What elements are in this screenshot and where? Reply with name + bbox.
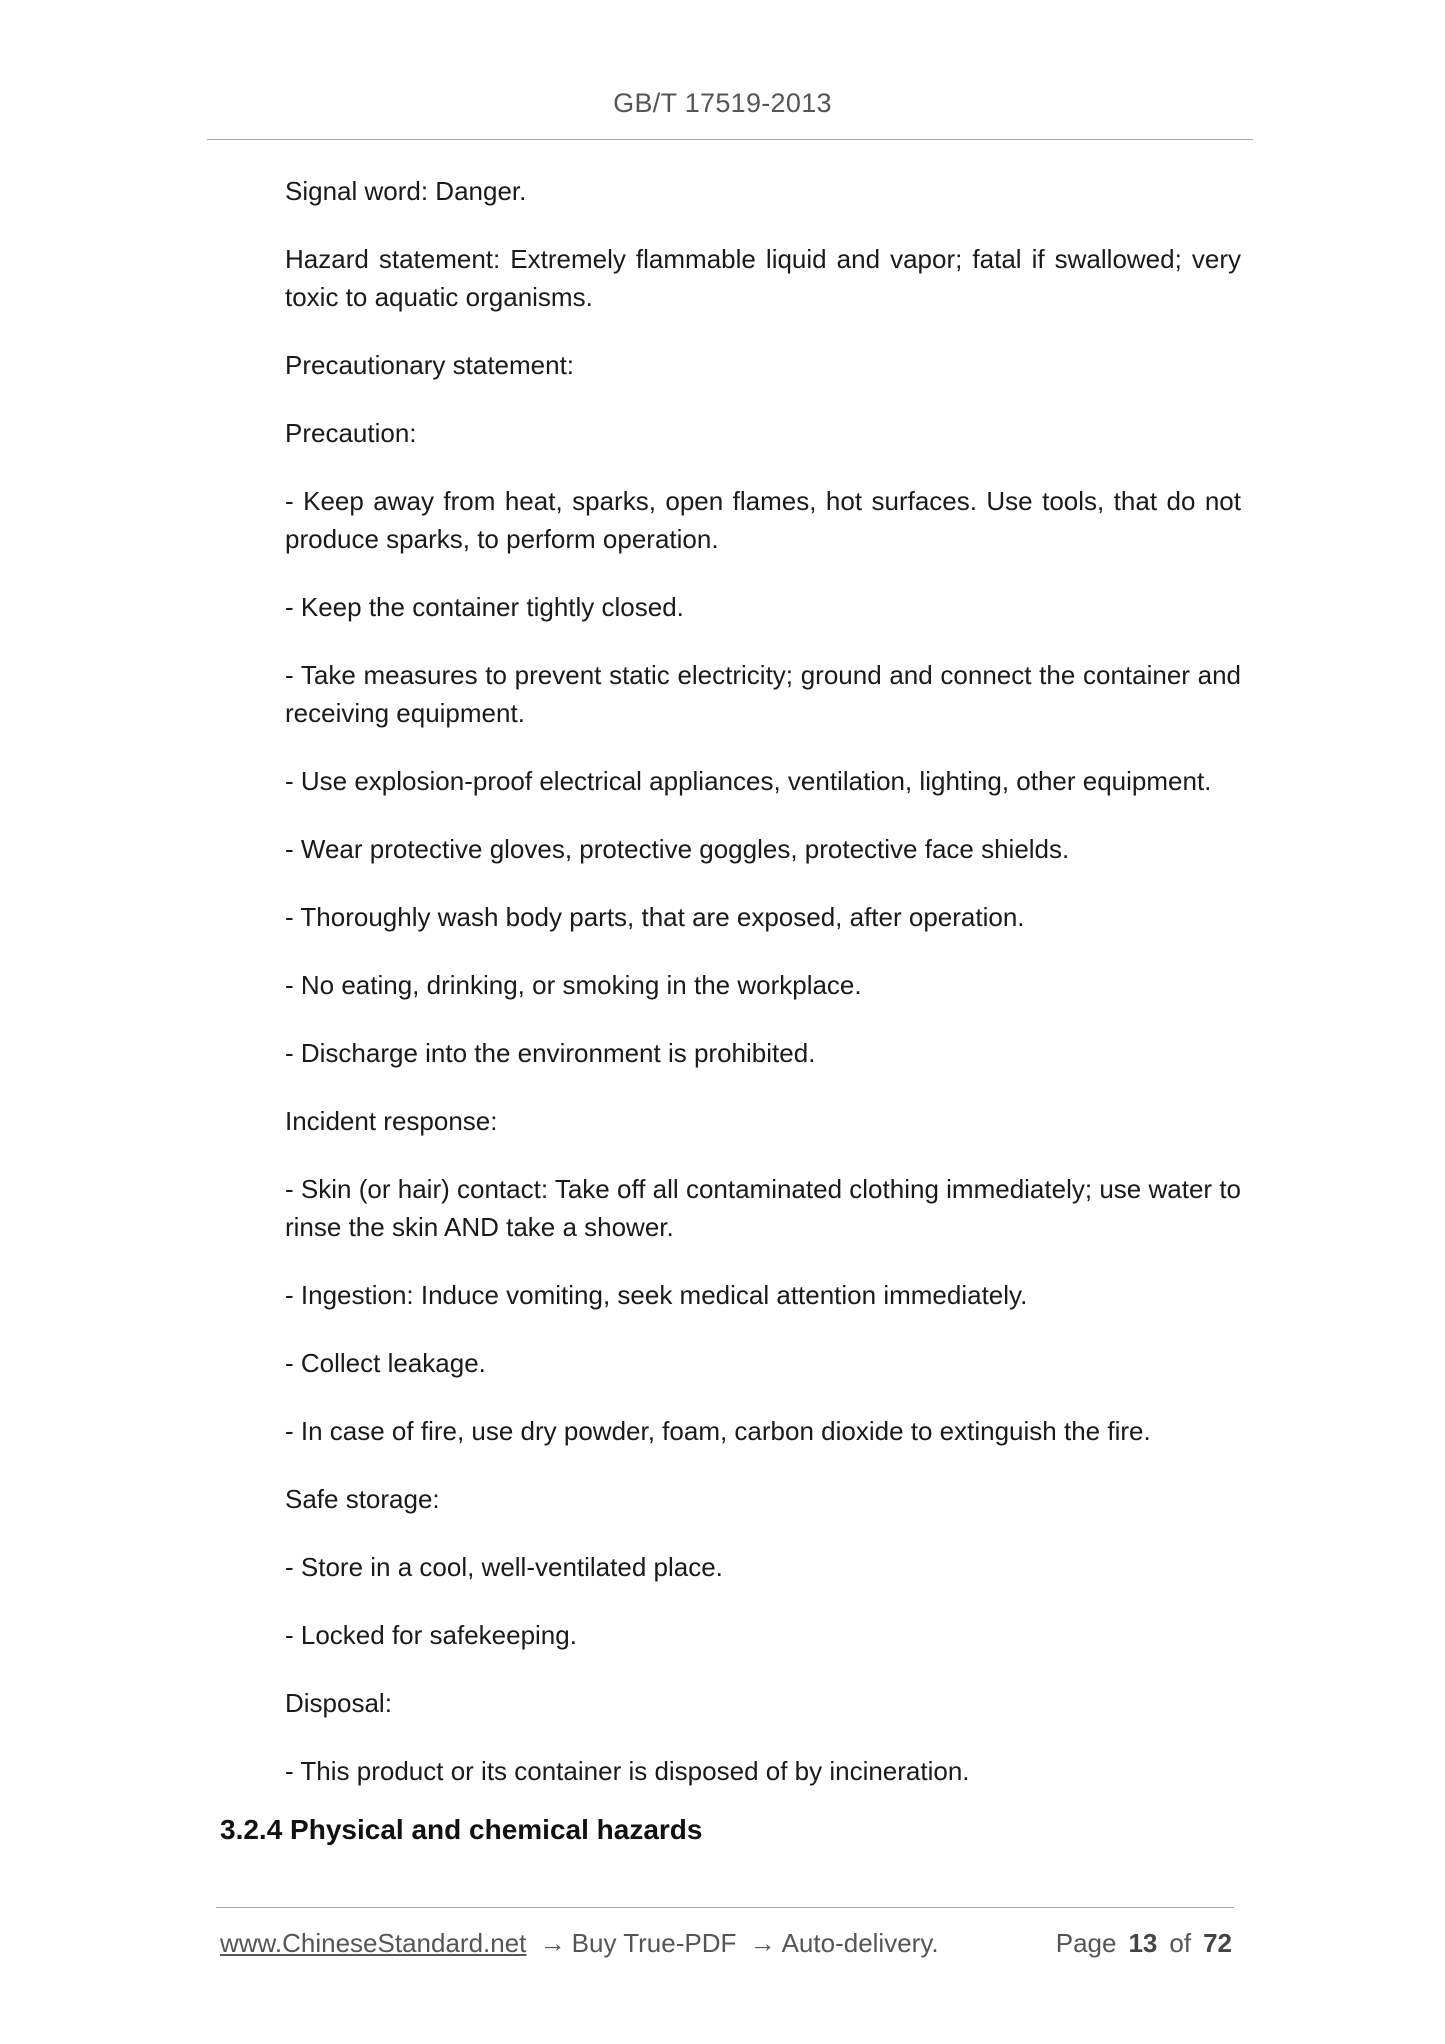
page-footer xyxy=(220,1928,1232,1968)
arrow-right-icon: → xyxy=(539,1928,566,1958)
list-item: - Discharge into the environment is prohibited. xyxy=(285,1038,816,1068)
buy-true-pdf-text: Buy True-PDF xyxy=(571,1928,737,1958)
page-label: Page xyxy=(1055,1928,1117,1958)
section-heading: 3.2.4 Physical and chemical hazards xyxy=(220,1814,703,1845)
page-indicator xyxy=(1056,1928,1232,1959)
list-item: - Store in a cool, well-ventilated place. xyxy=(285,1552,723,1582)
page-total: 72 xyxy=(1203,1928,1232,1958)
list-item: - Skin (or hair) contact: Take off all contaminated clothing immediately; use water to rinse the skin AND take a shower. xyxy=(285,1174,1241,1242)
paragraph-hazard-statement: Hazard statement: Extremely flammable liquid and vapor; fatal if swallowed; very toxic to aquatic organisms. xyxy=(285,244,1241,312)
list-item: - Use explosion-proof electrical appliances, ventilation, lighting, other equipment. xyxy=(285,766,1212,796)
paragraph-signal-word: Signal word: Danger. xyxy=(285,176,527,206)
list-item: - In case of fire, use dry powder, foam, carbon dioxide to extinguish the fire. xyxy=(285,1416,1151,1446)
list-item: - Locked for safekeeping. xyxy=(285,1620,577,1650)
header-divider xyxy=(207,139,1253,140)
footer-promo xyxy=(220,1928,939,1959)
paragraph-precautionary-statement: Precautionary statement: xyxy=(285,350,575,380)
arrow-right-icon: → xyxy=(749,1928,776,1958)
list-item: - No eating, drinking, or smoking in the workplace. xyxy=(285,970,862,1000)
paragraph-disposal: Disposal: xyxy=(285,1688,392,1718)
list-item: - Thoroughly wash body parts, that are exposed, after operation. xyxy=(285,902,1025,932)
page-number: 13 xyxy=(1128,1928,1158,1958)
paragraph-incident-response: Incident response: xyxy=(285,1106,498,1136)
of-label: of xyxy=(1169,1928,1192,1958)
auto-delivery-text: Auto-delivery. xyxy=(781,1928,939,1958)
footer-divider xyxy=(216,1907,1234,1908)
list-item: - Ingestion: Induce vomiting, seek medical attention immediately. xyxy=(285,1280,1028,1310)
list-item: - Keep away from heat, sparks, open flames, hot surfaces. Use tools, that do not produce sparks, to perform operation. xyxy=(285,486,1241,554)
website-link[interactable]: www.ChineseStandard.net xyxy=(220,1928,527,1958)
list-item: - Keep the container tightly closed. xyxy=(285,592,684,622)
list-item: - Collect leakage. xyxy=(285,1348,486,1378)
paragraph-precaution: Precaution: xyxy=(285,418,417,448)
list-item: - Wear protective gloves, protective goggles, protective face shields. xyxy=(285,834,1070,864)
list-item: - This product or its container is disposed of by incineration. xyxy=(285,1756,970,1786)
list-item: - Take measures to prevent static electricity; ground and connect the container and receiving equipment. xyxy=(285,660,1241,728)
paragraph-safe-storage: Safe storage: xyxy=(285,1484,440,1514)
page-header-title: GB/T 17519-2013 xyxy=(613,88,832,118)
document-body xyxy=(285,172,1241,1820)
